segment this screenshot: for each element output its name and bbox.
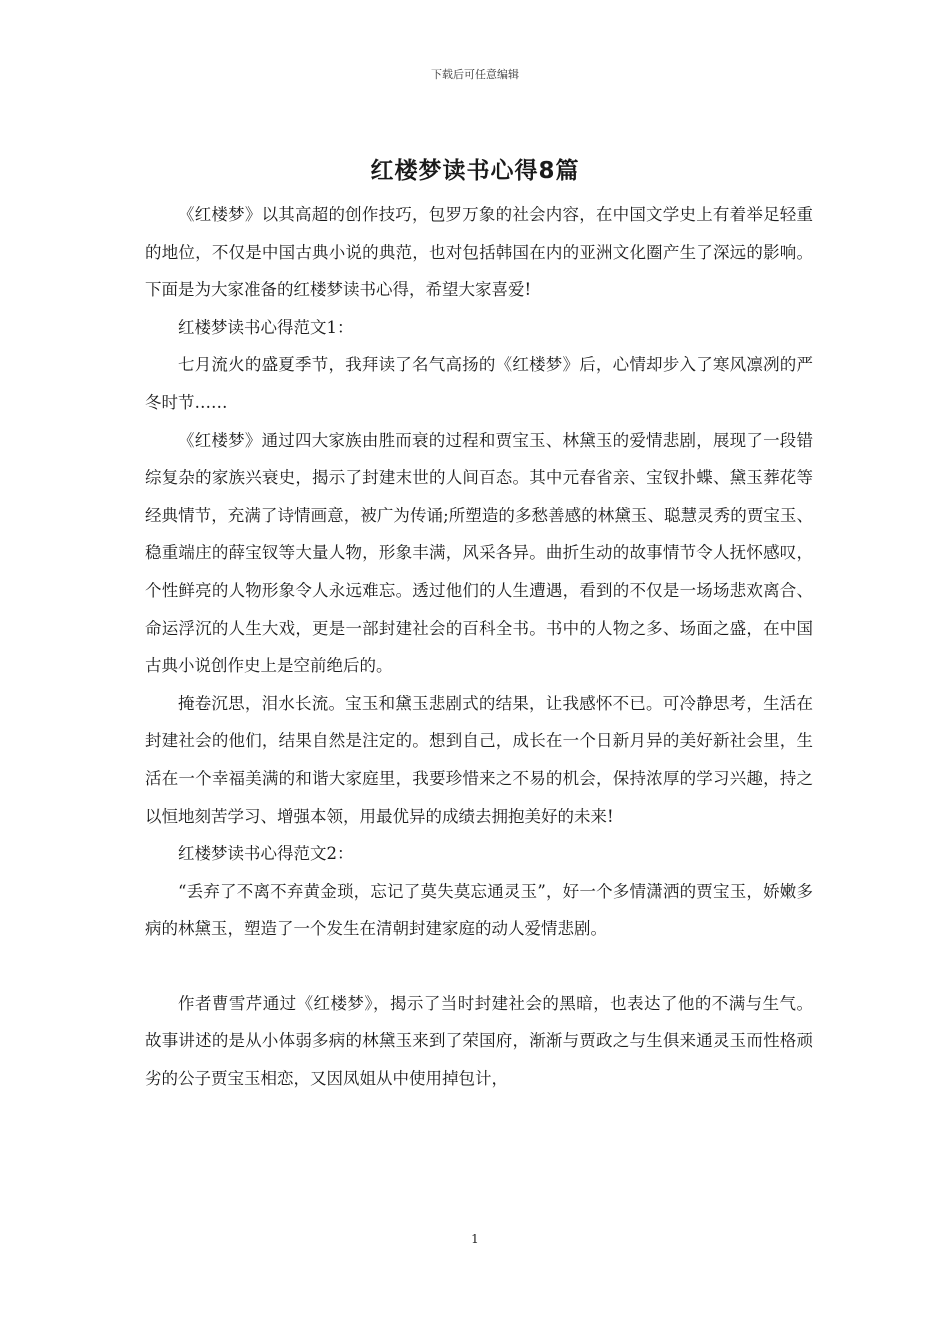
body-paragraph: 掩卷沉思，泪水长流。宝玉和黛玉悲剧式的结果，让我感怀不已。可冷静思考，生活在封建社会的他们，结果自然是注定的。想到自己，成长在一个日新月异的美好新社会里，生活在一个幸福美满的和谐大家庭里，我要珍惜来之不易的机会，保持浓厚的学习兴趣，持之以恒地刻苦学习、增强本领，用最优异的成绩去拥抱美好的未来! bbox=[145, 693, 813, 826]
body-paragraph: 作者曹雪芹通过《红楼梦》，揭示了当时封建社会的黑暗，也表达了他的不满与生气。故事讲述的是从小体弱多病的林黛玉来到了荣国府，渐渐与贾政之与生俱来通灵玉而性格顽劣的公子贾宝玉相恋，又因凤姐从中使用掉包计， bbox=[145, 993, 813, 1089]
section-heading-2: 红楼梦读书心得范文2： bbox=[178, 844, 354, 864]
document-body bbox=[145, 196, 813, 1098]
page-number: 1 bbox=[471, 1232, 479, 1246]
document-title: 红楼梦读书心得8篇 bbox=[370, 158, 580, 184]
intro-paragraph: 《红楼梦》以其高超的创作技巧，包罗万象的社会内容，在中国文学史上有着举足轻重的地位，不仅是中国古典小说的典范，也对包括韩国在内的亚洲文化圈产生了深远的影响。下面是为大家准备的红楼梦读书心得，希望大家喜爱! bbox=[145, 205, 813, 300]
body-paragraph: 七月流火的盛夏季节，我拜读了名气高扬的《红楼梦》后，心情却步入了寒风凛冽的严冬时节…… bbox=[145, 355, 813, 412]
section-heading-1: 红楼梦读书心得范文1： bbox=[178, 317, 354, 337]
page-header: 下载后可任意编辑 bbox=[431, 68, 519, 81]
body-paragraph: “丢弃了不离不弃黄金琐，忘记了莫失莫忘通灵玉”，好一个多情潇洒的贾宝玉，娇嫩多病的林黛玉，塑造了一个发生在清朝封建家庭的动人爱情悲剧。 bbox=[145, 881, 813, 939]
body-paragraph: 《红楼梦》通过四大家族由胜而衰的过程和贾宝玉、林黛玉的爱情悲剧，展现了一段错综复杂的家族兴衰史，揭示了封建末世的人间百态。其中元春省亲、宝钗扑蝶、黛玉葬花等经典情节，充满了诗情画意，被广为传诵;所塑造的多愁善感的林黛玉、聪慧灵秀的贾宝玉、稳重端庄的薛宝钗等大量人物，形象丰满，风采各异。曲折生动的故事情节令人抚怀感叹，个性鲜亮的人物形象令人永远难忘。透过他们的人生遭遇，看到的不仅是一场场悲欢离合、命运浮沉的人生大戏，更是一部封建社会的百科全书。书中的人物之多、场面之盛，在中国古典小说创作史上是空前绝后的。 bbox=[145, 430, 813, 676]
